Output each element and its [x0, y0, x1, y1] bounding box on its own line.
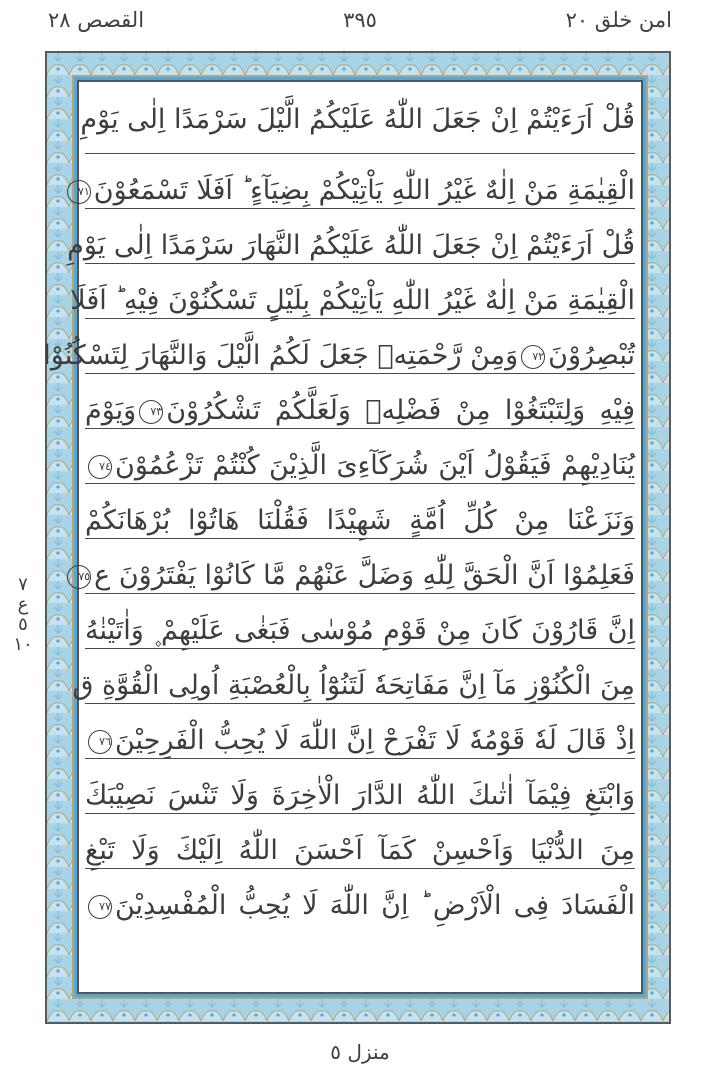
- verse-text: يُنَادِيْهِمْ فَيَقُوْلُ اَيْنَ شُرَكَآءِىَ الَّذِيْنَ كُنْتُمْ تَزْعُمُوْنَ: [115, 450, 635, 481]
- ayah-number-marker: ٧٥: [67, 565, 91, 589]
- surah-title: القصص ٢٨: [48, 8, 145, 32]
- verse-text: قُلْ اَرَءَيْتُمْ اِنْ جَعَلَ اللّٰهُ عَلَيْكُمُ النَّهَارَ سَرْمَدًا اِلٰى يَوْمِ: [67, 230, 635, 261]
- ayah-number-marker: ٧٣: [139, 400, 163, 424]
- verse-text: وَابْتَغِ فِيْمَآ اٰتٰىكَ اللّٰهُ الدَّارَ الْاٰخِرَةَ وَلَا تَنْسَ نَصِيْبَكَ: [85, 780, 635, 811]
- line-separator: [85, 153, 635, 154]
- ruku-verse-count: ١٠: [13, 634, 33, 655]
- line-separator: [85, 208, 635, 209]
- ayah-number-marker: ٧٧: [88, 895, 112, 919]
- verse-text: الْفَسَادَ فِى الْاَرْضِ ؕ اِنَّ اللّٰهَ لَا يُحِبُّ الْمُفْسِدِيْنَ: [115, 890, 635, 921]
- verse-line: [85, 823, 635, 878]
- line-separator: [85, 813, 635, 814]
- verse-text: الْقِيٰمَةِ مَنْ اِلٰهٌ غَيْرُ اللّٰهِ يَاْتِيْكُمْ بِضِيَآءٍ ؕ اَفَلَا تَسْمَعُوْنَ: [93, 175, 635, 206]
- verse-line: [67, 218, 635, 273]
- page-number: ٣٩٥: [343, 8, 377, 32]
- line-separator: [85, 373, 635, 374]
- line-separator: [85, 868, 635, 869]
- verse-line: [70, 273, 635, 328]
- verse-line: [85, 713, 635, 768]
- verse-line: [85, 383, 635, 438]
- verse-text: فَعَلِمُوْا اَنَّ الْحَقَّ لِلّٰهِ وَضَلَّ عَنْهُمْ مَّا كَانُوْا يَفْتَرُوْنَ ع: [94, 560, 635, 591]
- ruku-number: ٧: [18, 574, 28, 595]
- verse-line: [43, 328, 635, 383]
- verse-line: [77, 163, 635, 218]
- verse-text: الْقِيٰمَةِ مَنْ اِلٰهٌ غَيْرُ اللّٰهِ يَاْتِيْكُمْ بِلَيْلٍ تَسْكُنُوْنَ فِيْهِ ؕ اَفَلَا: [70, 285, 635, 316]
- verse-text-continued: وَمِنْ رَّحْمَتِهٖ جَعَلَ لَكُمُ الَّيْلَ وَالنَّهَارَ لِتَسْكُنُوْا: [43, 340, 519, 371]
- verse-text-continued: وَيَوْمَ: [85, 395, 137, 426]
- line-separator: [85, 318, 635, 319]
- verse-line: [85, 878, 635, 933]
- ayah-number-marker: ٧٤: [88, 455, 112, 479]
- verse-line: [85, 493, 635, 548]
- ayah-number-marker: ٧١: [67, 180, 91, 204]
- line-separator: [85, 648, 635, 649]
- verse-line: [85, 768, 635, 823]
- verse-text: فِيْهِ وَلِتَبْتَغُوْا مِنْ فَضْلِهٖ وَلَعَلَّكُمْ تَشْكُرُوْنَ: [166, 395, 635, 426]
- line-separator: [85, 593, 635, 594]
- verse-line: [85, 603, 635, 658]
- verse-line: [78, 548, 635, 603]
- verse-line: [72, 658, 635, 713]
- verse-line: [80, 92, 635, 147]
- verse-text: وَنَزَعْنَا مِنْ كُلِّ اُمَّةٍ شَهِيْدًا فَقُلْنَا هَاتُوْا بُرْهَانَكُمْ: [85, 505, 635, 536]
- line-separator: [85, 483, 635, 484]
- verse-text: مِنَ الْكُنُوْزِ مَآ اِنَّ مَفَاتِحَهٗ لَتَنُوْٓاُ بِالْعُصْبَةِ اُولِى الْقُوَّةِ ق: [72, 670, 635, 701]
- juz-title: امن خلق ٢٠: [565, 8, 672, 32]
- ayah-number-marker: ٧٦: [88, 730, 112, 754]
- line-separator: [85, 703, 635, 704]
- verse-text: تُبْصِرُوْنَ: [548, 340, 635, 371]
- verse-text: اِذْ قَالَ لَهٗ قَوْمُهٗ لَا تَفْرَحْ اِنَّ اللّٰهَ لَا يُحِبُّ الْفَرِحِيْنَ: [115, 725, 635, 756]
- line-separator: [85, 538, 635, 539]
- ayah-number-marker: ٧٢: [521, 345, 545, 369]
- ruku-symbol: ع: [17, 594, 29, 615]
- manzil-label: منزل ٥: [330, 1040, 390, 1064]
- verse-text: اِنَّ قَارُوْنَ كَانَ مِنْ قَوْمِ مُوْسٰى فَبَغٰى عَلَيْهِمْ ۪ وَاٰتَيْنٰهُ: [85, 615, 635, 646]
- verse-text: قُلْ اَرَءَيْتُمْ اِنْ جَعَلَ اللّٰهُ عَلَيْكُمُ الَّيْلَ سَرْمَدًا اِلٰى يَوْمِ: [80, 104, 635, 135]
- text-panel: [43, 80, 643, 994]
- verse-text: مِنَ الدُّنْيَا وَاَحْسِنْ كَمَآ اَحْسَنَ اللّٰهُ اِلَيْكَ وَلَا تَبْغِ: [85, 835, 635, 866]
- line-separator: [85, 428, 635, 429]
- line-separator: [85, 758, 635, 759]
- verse-line: [85, 438, 635, 493]
- ruku-surah-count: ٥: [18, 614, 28, 635]
- line-separator: [85, 263, 635, 264]
- ruku-marker: [8, 575, 38, 655]
